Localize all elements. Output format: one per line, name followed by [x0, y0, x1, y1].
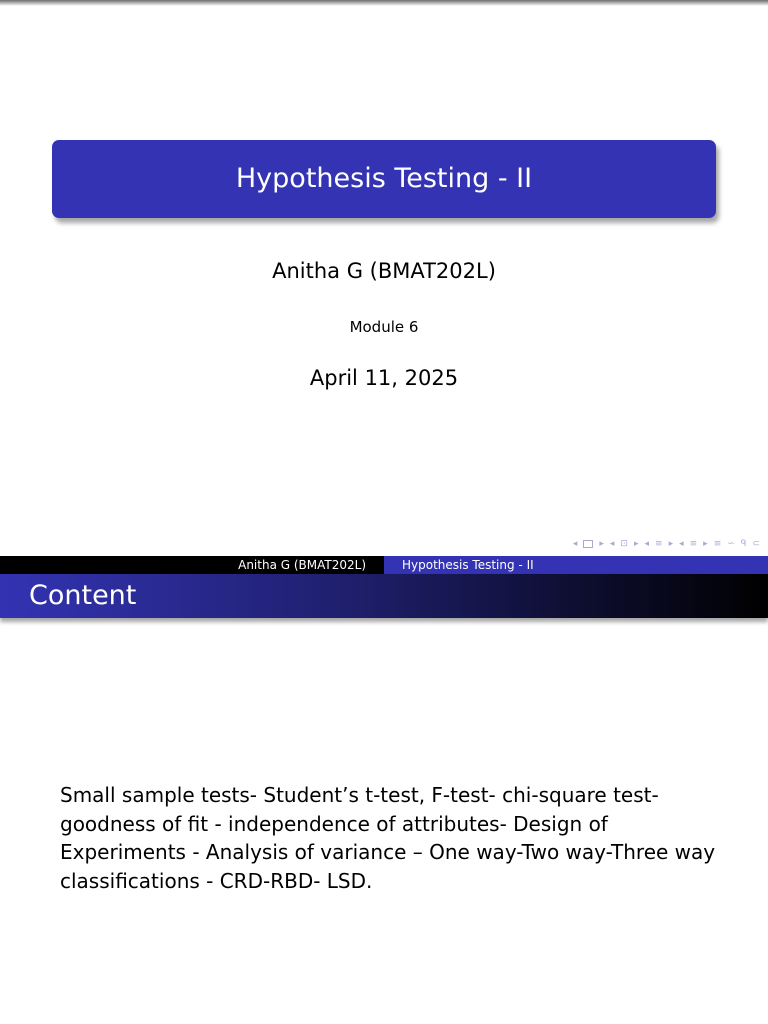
- nav-next-section-icon[interactable]: ▸: [668, 539, 674, 549]
- frame-title: Content: [29, 580, 137, 611]
- footline: [0, 556, 768, 574]
- title-block: [52, 140, 716, 218]
- module-label: Module 6: [349, 318, 419, 336]
- forward-icon[interactable]: ⊂: [752, 539, 760, 549]
- nav-prev-document-icon[interactable]: ◂: [679, 539, 684, 549]
- subsection-icon[interactable]: ⊡: [620, 539, 628, 549]
- frame-icon[interactable]: [583, 540, 593, 548]
- nav-prev-section-icon[interactable]: ◂: [644, 539, 650, 549]
- section-icon[interactable]: ≡: [655, 539, 663, 549]
- presentation-date: April 11, 2025: [309, 366, 459, 390]
- nav-next-frame-icon[interactable]: ▸: [599, 539, 604, 549]
- beamer-navigation-bar[interactable]: [573, 537, 760, 551]
- nav-next-subsection-icon[interactable]: ▸: [633, 539, 639, 549]
- presentation-title: Hypothesis Testing - II: [235, 163, 533, 194]
- document-icon[interactable]: ≡: [689, 539, 698, 549]
- nav-prev-frame-icon[interactable]: ◂: [572, 539, 578, 549]
- footline-author: Anitha G (BMAT202L): [0, 556, 384, 574]
- page-top-shadow: [0, 0, 768, 6]
- frame-title-bar: [0, 574, 768, 618]
- nav-next-document-icon[interactable]: ▸: [703, 539, 708, 549]
- appendix-icon[interactable]: ≡: [713, 539, 722, 549]
- back-icon[interactable]: ∽: [727, 539, 735, 549]
- content-paragraph: Small sample tests- Student’s t-test, F-test- chi-square test- goodness of fit - independence of attributes- Design of Experiments - Analysis of variance – One way-Two way-Three way classifications - CRD-RBD- LSD.: [60, 783, 716, 893]
- author-name: Anitha G (BMAT202L): [272, 259, 496, 283]
- search-icon[interactable]: ᑫ: [740, 539, 747, 549]
- footline-title: Hypothesis Testing - II: [384, 556, 768, 574]
- nav-prev-subsection-icon[interactable]: ◂: [609, 539, 615, 549]
